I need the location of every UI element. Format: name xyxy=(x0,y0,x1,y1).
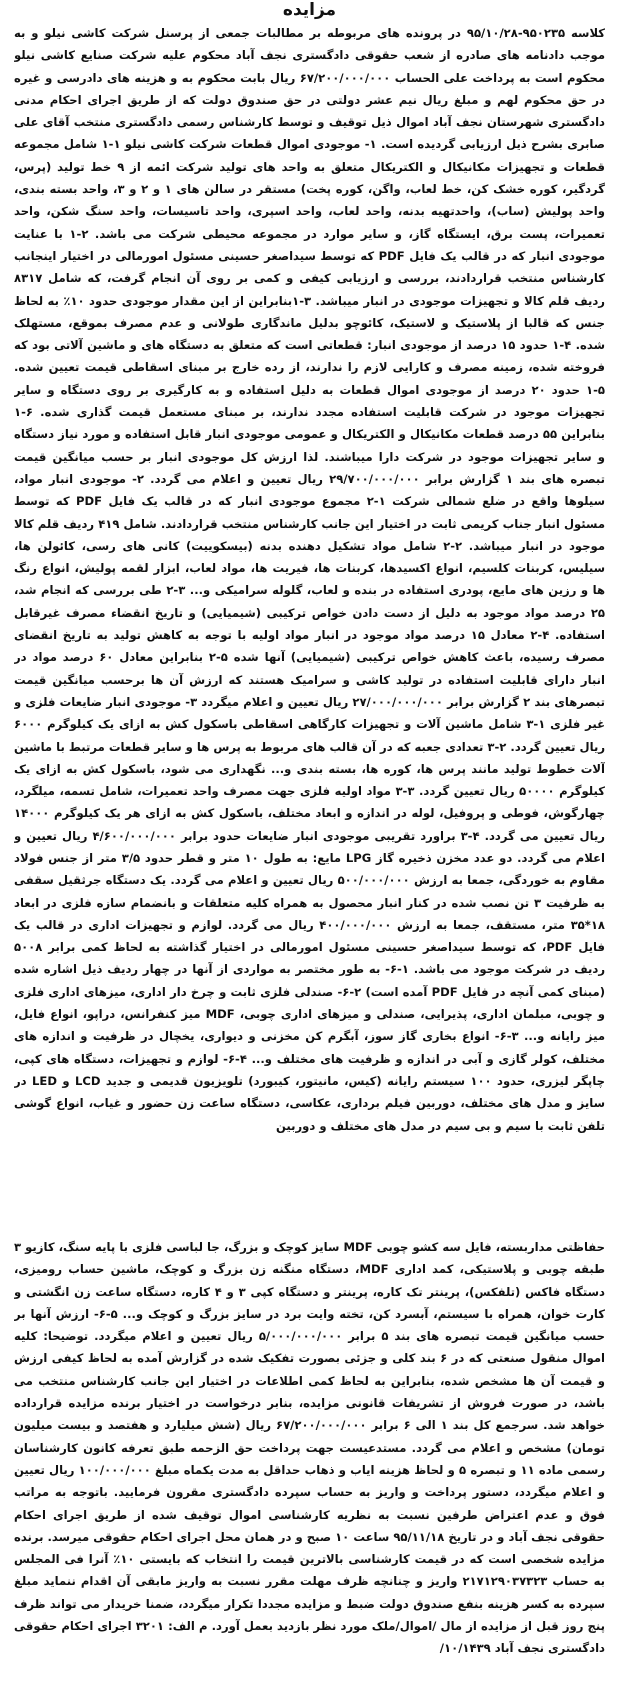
notice-title: مزایده xyxy=(282,0,337,20)
notice-body-part-2: حفاظتی مداربسته، فایل سه کشو چوبی MDF سایز کوچک و بزرگ، جا لباسی فلزی با پایه سنگ، کازیو ۳ طبقه چوبی و پلاستیکی، کمد اداری MDF، دستگاه منگنه زن بزرگ و کوچک، ماشین حساب رومیزی، دستگاه فاکس (تلفکس)، پرینتر تک کاره، پرینتر و دستگاه کپی ۳ و ۴ کاره، دستگاه ساعت زن انگشتی و کارت خوان، همراه با سیستم، آبسرد کن، تخته وایت برد در سایز بزرگ و کوچک و... ۵-۶- ارزش آنها بر حسب میانگین قیمت تبصره های بند ۵ برابر ۵/۰۰۰/۰۰۰/۰۰۰ ریال تعیین و اعلام میگردد. توضیحا: کلیه اموال منقول صنعتی که در ۶ بند کلی و جزئی بصورت تفکیک شده در گزارش آمده به لحاظ کیفی ارزش و قیمت آن ها مشخص شده، بنابراین به لحاظ کمی اطلاعات در اختیار این جانب کارشناس منتخب می باشد، در صورت فروش از تشریفات قانونی مزایده، بنابر درخواست در اختیار برنده مزایده قرارداده خواهد شد. سرجمع کل بند ۱ الی ۶ برابر ۶۷/۲۰۰/۰۰۰/۰۰۰ ریال (شش میلیارد و هفتصد و بیست میلیون تومان) مشخص و اعلام می گردد. مستدعیست جهت پرداخت حق الزحمه طبق تعرفه کانون کارشناسان رسمی ماده ۱۱ و تبصره ۵ و لحاظ هزینه ایاب و ذهاب حداقل به مدت یکماه مبلغ ۱۰۰/۰۰۰/۰۰۰ ریال تعیین و اعلام میگردد، دستور پرداخت و واریز به حساب سپرده دادگستری مقرون فرمایید. باتوجه به مراتب فوق و عدم اعتراض طرفین نسبت به نظریه کارشناسی اموال توقیف شده از طریق اجرای احکام حقوقی نجف آباد و در تاریخ ۹۵/۱۱/۱۸ ساعت ۱۰ صبح و در همان محل اجرای احکام حقوقی میرسد. برنده مزایده شخصی است که در قیمت کارشناسی بالاترین قیمت را انتخاب که بایستی ۱۰٪ آنرا فی المجلس به حساب ۲۱۷۱۲۹۰۳۷۳۲۳ واریز و چنانچه ظرف مهلت مقرر نسبت به واریز مابقی آن اقدام ننماید مبلغ سپرده به کسر هزینه بنفع صندوق دولت ضبط و مزایده مجددا تکرار میگردد، ضمنا خریدار می تواند ظرف پنج روز قبل از مزایده از مال /اموال/ملک مورد نظر بازدید بعمل آورد. م الف: ۳۲۰۱ اجرای احکام حقوقی دادگستری نجف آباد ۱۰/۱۴۳۹/ xyxy=(14,1240,605,1656)
notice-body-part-1: کلاسه ۹۵۰۲۳۵-۹۵/۱۰/۲۸ در پرونده های مربوطه بر مطالبات جمعی از پرسنل شرکت کاشی نیلو و به موجب دادنامه های صادره از شعب حقوقی دادگستری نجف آباد محکوم علیه شرکت صنایع کاشی نیلو محکوم است به پرداخت علی الحساب ۶۷/۲۰۰/۰۰۰/۰۰۰ ریال بابت محکوم به و هزینه های دادرسی و غیره در حق محکوم لهم و مبلغ ریال نیم عشر دولتی در حق صندوق دولت که از طریق اجرای احکام مدنی دادگستری شهرستان نجف آباد اموال ذیل توقیف و توسط کارشناس رسمی دادگستری منتخب آقای علی صابری بشرح ذیل ارزیابی گردیده است. ۱- موجودی اموال قطعات شرکت کاشی نیلو ۱-۱ شامل مجموعه قطعات و تجهیزات مکانیکال و الکتریکال متعلق به واحد های تولید شرکت ائمه از ۹ خط تولید (پرس، گردگیر، کوره خشک کن، خط لعاب، واگن، کوره پخت) مستقر در سالن های ۱ و ۲ و ۳، واحد بسته بندی، واحد پولیش (ساب)، واحدتهیه بدنه، واحد لعاب، واحد اسپری، واحد تاسیسات، واحد سنگ شکن، واحد تعمیرات، پست برق، ایستگاه گاز، و سایر موارد در مجموعه محیطی شرکت می باشد. ۲-۱ با عنایت موجودی انبار که در قالب یک فایل PDF که توسط سیداصغر حسینی مسئول امورمالی در اختیار اینجانب کارشناس منتخب قراردادند، بررسی و ارزیابی کیفی و کمی بر روی آن انجام گرفت، که شامل ۸۳۱۷ ردیف قلم کالا و تجهیزات موجودی در انبار میباشد. ۳-۱بنابراین از این مقدار موجودی حدود ۱۰٪ به لحاظ جنس که قالبا از پلاستیک و لاستیک، کائوچو بدلیل ماندگاری طولانی و عدم مصرف بموقع، مستهلک شده. ۴-۱ حدود ۱۵ درصد از موجودی انبار: قطعاتی است که متعلق به دستگاه های و ماشین آلاتی بود که فروخته شده، زمینه مصرف و کارایی لازم را ندارند، از رده خارج بر مبنای اسقاطی قیمت تعیین شده. ۵-۱ حدود ۲۰ درصد از موجودی اموال قطعات به دلیل استفاده و به کارگیری بر روی دستگاه و سایر تجهیزات موجود در شرکت قابلیت استفاده مجدد ندارند، بر مبنای مستعمل قیمت گذاری شده. ۶-۱ بنابراین ۵۵ درصد قطعات مکانیکال و الکتریکال و عمومی موجودی انبار قابل استفاده و مورد نیاز دستگاه و سایر تجهیزات موجود در شرکت دارا میباشند. لذا ارزش کل موجودی انبار بر حسب میانگین قیمت تبصره های بند ۱ گزارش برابر ۲۹/۷۰۰/۰۰۰/۰۰۰ ریال تعیین و اعلام می گردد. ۲- موجودی انبار مواد، سیلوها واقع در ضلع شمالی شرکت ۱-۲ مجموع موجودی انبار که در قالب یک فایل PDF که توسط مسئول انبار جناب کریمی ثابت در اختیار این جانب کارشناس منتخب قراردادند. شامل ۴۱۹ ردیف قلم کالا موجود در انبار میباشد. ۲-۲ شامل مواد تشکیل دهنده بدنه (بیسکوییت) کانی های رسی، کائولن ها، سیلیس، کربنات کلسیم، انواع اکسیدها، کربنات ها، فیریت ها، مواد لعاب، ابزار لقمه پولیش، انواع رنگ ها و رزین های مایع، پودری استفاده در بنده و لعاب، گلوله سرامیکی و... ۳-۲ طی بررسی که انجام شد، ۲۵ درصد مواد موجود به دلیل از دست دادن خواص ترکیبی (شیمیایی) و تاریخ انقضاء مصرف غیرقابل استفاده. ۴-۲ معادل ۱۵ درصد مواد موجود در انبار مواد اولیه با توجه به کاهش تولید به تاریخ انقضای مصرف رسیده، باعث کاهش خواص ترکیبی (شیمیایی) آنها شده ۵-۲ بنابراین معادل ۶۰ درصد مواد در انبار دارای قابلیت استفاده در تولید کاشی و سرامیک هستند که ارزش آن ها برحسب میانگین قیمت تبصرهای بند ۲ گزارش برابر ۲۷/۰۰۰/۰۰۰/۰۰۰ ریال تعیین و اعلام میگردد ۳- موجودی انبار ضایعات فلزی و غیر فلزی ۱-۳ شامل ماشین آلات و تجهیزات کارگاهی اسقاطی باسکول کش به ازای یک کیلوگرم ۶۰۰۰ ریال تعیین گردد. ۲-۳ تعدادی جعبه که در آن قالب های مربوط به پرس ها و سایر قطعات مرتبط با ماشین آلات خطوط تولید مانند پرس ها، کوره ها، بسته بندی و... نگهداری می شود، باسکول کش به ازای یک کیلوگرم ۵۰۰۰۰ ریال تعیین گردد. ۳-۳ مواد اولیه فلزی جهت مصرف واحد تعمیرات، شامل تسمه، میلگرد، چهارگوش، فوطی و پروفیل، لوله در اندازه و ابعاد مختلف، باسکول کش به ازای هر یک کیلوگرم ۱۴۰۰۰ ریال تعیین می گردد. ۴-۳ براورد تقریبی موجودی انبار ضایعات حدود برابر ۴/۶۰۰/۰۰۰/۰۰۰ ریال تعیین و اعلام می گردد. دو عدد مخزن ذخیره گاز LPG مایع: به طول ۱۰ متر و قطر حدود ۳/۵ متر از جنس فولاد مقاوم به خوردگی، جمعا به ارزش ۵۰۰/۰۰۰/۰۰۰ ریال تعیین و اعلام می گردد. یک دستگاه جرثقیل سقفی به ظرفیت ۳ تن نصب شده در کنار انبار محصول به همراه کلیه متعلقات و بانضمام سازه فلزی در ابعاد ۱۸*۳۵ متر، مستقف، جمعا به ارزش ۴۰۰/۰۰۰/۰۰۰ ریال می گردد. لوازم و تجهیزات اداری در قالب یک فایل PDF، که توسط سیداصغر حسینی مسئول امورمالی در اختیار گذاشته به لحاظ کمی برابر ۵۰۰۸ ردیف در شرکت موجود می باشد. ۱-۶- به طور مختصر به مواردی از آنها در چهار ردیف ذیل اشاره شده (مبنای کمی آنچه در فایل PDF آمده است) ۲-۶- صندلی فلزی ثابت و چرخ دار اداری، میزهای اداری فلزی و چوبی، مبلمان اداری، پذیرایی، صندلی و میزهای اداری چوبی، MDF میز کنفرانس، دراپو، انواع فایل، میز رایانه و... ۳-۶- انواع بخاری گاز سوز، آبگرم کن مخزنی و دیواری، یخچال در ظرفیت و اندازه های مختلف، کولر گازی و آبی در اندازه و ظرفیت های مختلف و... ۴-۶- لوازم و تجهیزات، دستگاه های کپی، چاپگر لیزری، حدود ۱۰۰ سیستم رایانه (کیس، مانیتور، کیبورد) تلویزیون قدیمی و جدید LCD و LED در سایز و مدل های مختلف، دوربین فیلم برداری، عکاسی، دستگاه ساعت زن حضور و غیاب، انواع گوشی تلفن ثابت با سیم و بی سیم در مدل های مختلف و دوربین xyxy=(14,26,605,1133)
column-break xyxy=(14,1188,605,1236)
